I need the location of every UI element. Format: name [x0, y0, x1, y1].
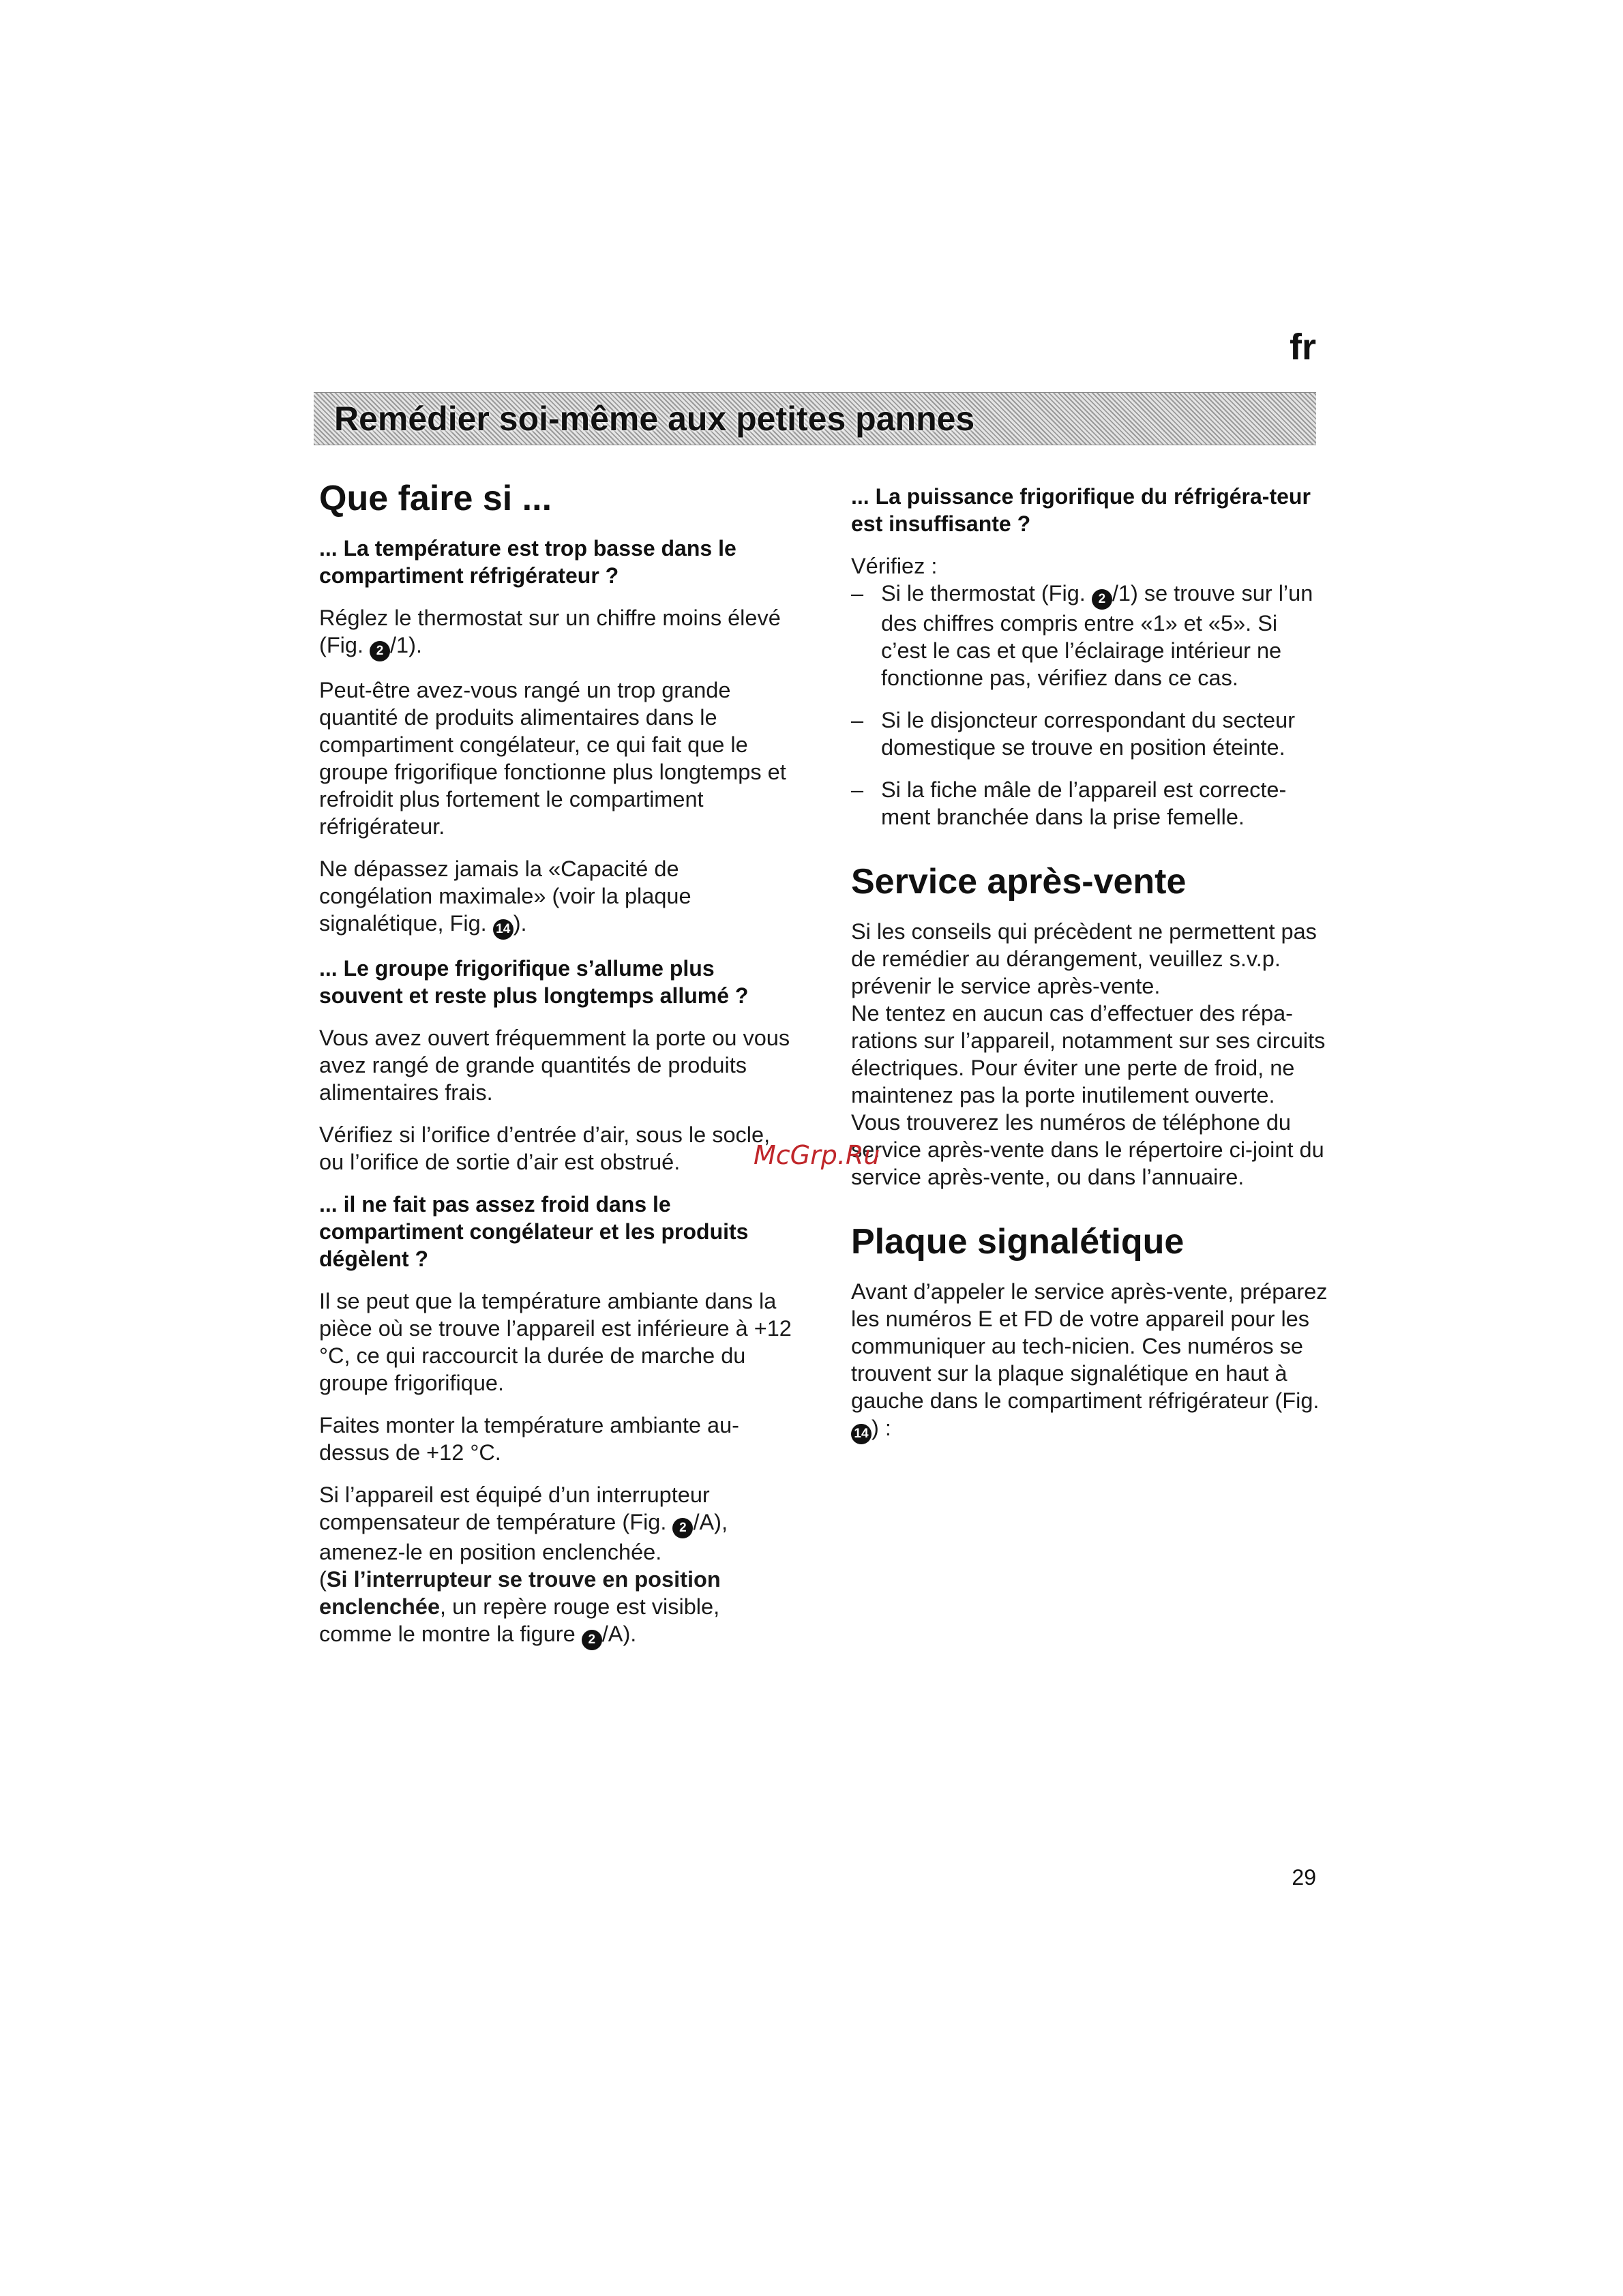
section-banner — [314, 392, 1316, 445]
answer-check-vents: Vérifiez si l’orifice d’entrée d’air, sous le socle, ou l’orifice de sortie d’air est obstrué. — [319, 1122, 771, 1174]
answer-max-capacity: Ne dépassez jamais la «Capacité de congélation maximale» (voir la plaque signalétique, Fig. 14 ). — [319, 855, 796, 940]
section-title: Remédier soi-même aux petites pannes — [334, 400, 975, 438]
answer-ambient-temperature: Il se peut que la température ambiante dans la pièce où se trouve l’appareil est inférieure à +12 °C, ce qui raccourcit la durée de marche du groupe frigorifique. — [319, 1289, 792, 1395]
page-number: 29 — [1292, 1865, 1316, 1890]
verifiez-label: Vérifiez : — [851, 554, 938, 578]
service-heading: Service après-vente — [851, 862, 1187, 901]
answer-red-marker: (Si l’interrupteur se trouve en position enclenchée, un repère rouge est visible, comme le montre la figure 2 /A). — [319, 1566, 796, 1650]
figure-number-badge: 14 — [851, 1424, 872, 1444]
figure-number-badge: 14 — [493, 919, 513, 940]
figure-number-badge: 2 — [672, 1518, 693, 1538]
question-cooling-insufficient: ... La puissance frigorifique du réfrigéra-teur est insuffisante ? — [851, 484, 1311, 536]
answer-thermostat: Réglez le thermostat sur un chiffre moins élevé (Fig. 2 /1). — [319, 604, 796, 661]
watermark: McGrp.Ru — [754, 1140, 880, 1170]
question-temperature-too-low: ... La température est trop basse dans le compartiment réfrigérateur ? — [319, 536, 736, 588]
answer-door-opened: Vous avez ouvert fréquemment la porte ou vous avez rangé de grande quantités de produits alimentaires frais. — [319, 1026, 790, 1105]
list-item: – Si la fiche mâle de l’appareil est correcte-ment branchée dans la prise femelle. — [851, 776, 1328, 831]
answer-compensator-switch: Si l’appareil est équipé d’un interrupteur compensateur de température (Fig. 2 /A), amenez-le en position enclenchée. — [319, 1482, 728, 1564]
service-paragraph-2: Ne tentez en aucun cas d’effectuer des répa-rations sur l’appareil, notamment sur ses circuits électriques. Pour éviter une perte de froid, ne maintenez pas la porte inutilement ouverte. — [851, 1001, 1326, 1107]
question-freezer-not-cold: ... il ne fait pas assez froid dans le compartiment congélateur et les produits dégèlent ? — [319, 1192, 749, 1271]
question-compressor-runs-longer: ... Le groupe frigorifique s’allume plus souvent et reste plus longtemps allumé ? — [319, 956, 749, 1008]
answer-raise-temperature: Faites monter la température ambiante au-dessus de +12 °C. — [319, 1413, 739, 1465]
answer-too-much-food: Peut-être avez-vous rangé un trop grande quantité de produits alimentaires dans le compartiment congélateur, ce qui fait que le groupe frigorifique fonctionne plus longtemps et refroidit plus fortement le compartiment réfrigérateur. — [319, 678, 786, 839]
left-column — [319, 477, 796, 1665]
figure-number-badge: 2 — [582, 1630, 602, 1650]
figure-number-badge: 2 — [1092, 589, 1112, 610]
list-item: – Si le disjoncteur correspondant du secteur domestique se trouve en position éteinte. — [851, 706, 1328, 761]
check-list — [851, 580, 1328, 831]
language-tag: fr — [1290, 327, 1316, 368]
plaque-heading: Plaque signalétique — [851, 1222, 1185, 1262]
figure-number-badge: 2 — [370, 641, 390, 661]
que-faire-heading: Que faire si ... — [319, 479, 552, 518]
right-column — [851, 477, 1328, 1459]
service-paragraph-1: Si les conseils qui précèdent ne permettent pas de remédier au dérangement, veuillez s.v.p. prévenir le service après-vente. — [851, 919, 1317, 998]
service-paragraph-3: Vous trouverez les numéros de téléphone du service après-vente dans le répertoire ci-joint du service après-vente, ou dans l’annuaire. — [851, 1110, 1324, 1189]
plaque-paragraph: Avant d’appeler le service après-vente, préparez les numéros E et FD de votre appareil pour les communiquer au tech-nicien. Ces numéros se trouvent sur la plaque signalétique en haut à gauche dans le compartiment réfrigérateur (Fig. 14 ) : — [851, 1278, 1328, 1444]
list-item: – Si le thermostat (Fig. 2 /1) se trouve sur l’un des chiffres compris entre «1» et «5». Si c’est le cas et que l’éclairage intérieur ne fonctionne pas, vérifiez dans ce cas. — [851, 580, 1328, 691]
